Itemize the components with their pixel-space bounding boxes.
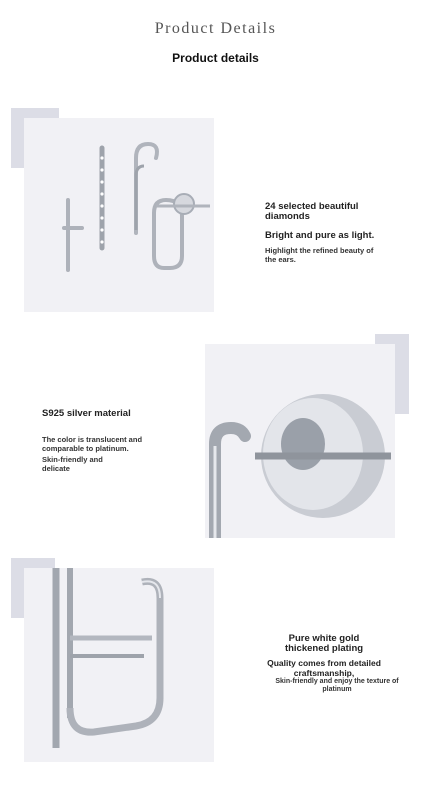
section3-heading: Pure white gold thickened plating (284, 633, 364, 654)
section1-heading: 24 selected beautiful diamonds (265, 201, 359, 222)
earring-pair-illustration (24, 118, 214, 312)
section1-body: Highlight the refined beauty of the ears. (265, 246, 374, 264)
section3-body: Skin-friendly and enjoy the texture of platinum (275, 678, 399, 693)
section1-subheading: Bright and pure as light. (265, 230, 375, 241)
section2-heading: S925 silver material (42, 408, 131, 419)
earring-pair-photo (24, 118, 214, 312)
section2-body: The color is translucent and comparable to platinum. (42, 435, 143, 453)
earring-detail-photo (24, 568, 214, 762)
section2-subheading: Skin-friendly and delicate (42, 455, 103, 473)
earring-closeup-photo (205, 344, 395, 538)
page-title: Product details (172, 51, 259, 65)
earring-u-illustration (24, 568, 214, 762)
page-title-serif: Product Details (154, 20, 277, 37)
section3-subheading: Quality comes from detailed craftsmanship, (267, 658, 381, 678)
earring-back-illustration (205, 344, 395, 538)
